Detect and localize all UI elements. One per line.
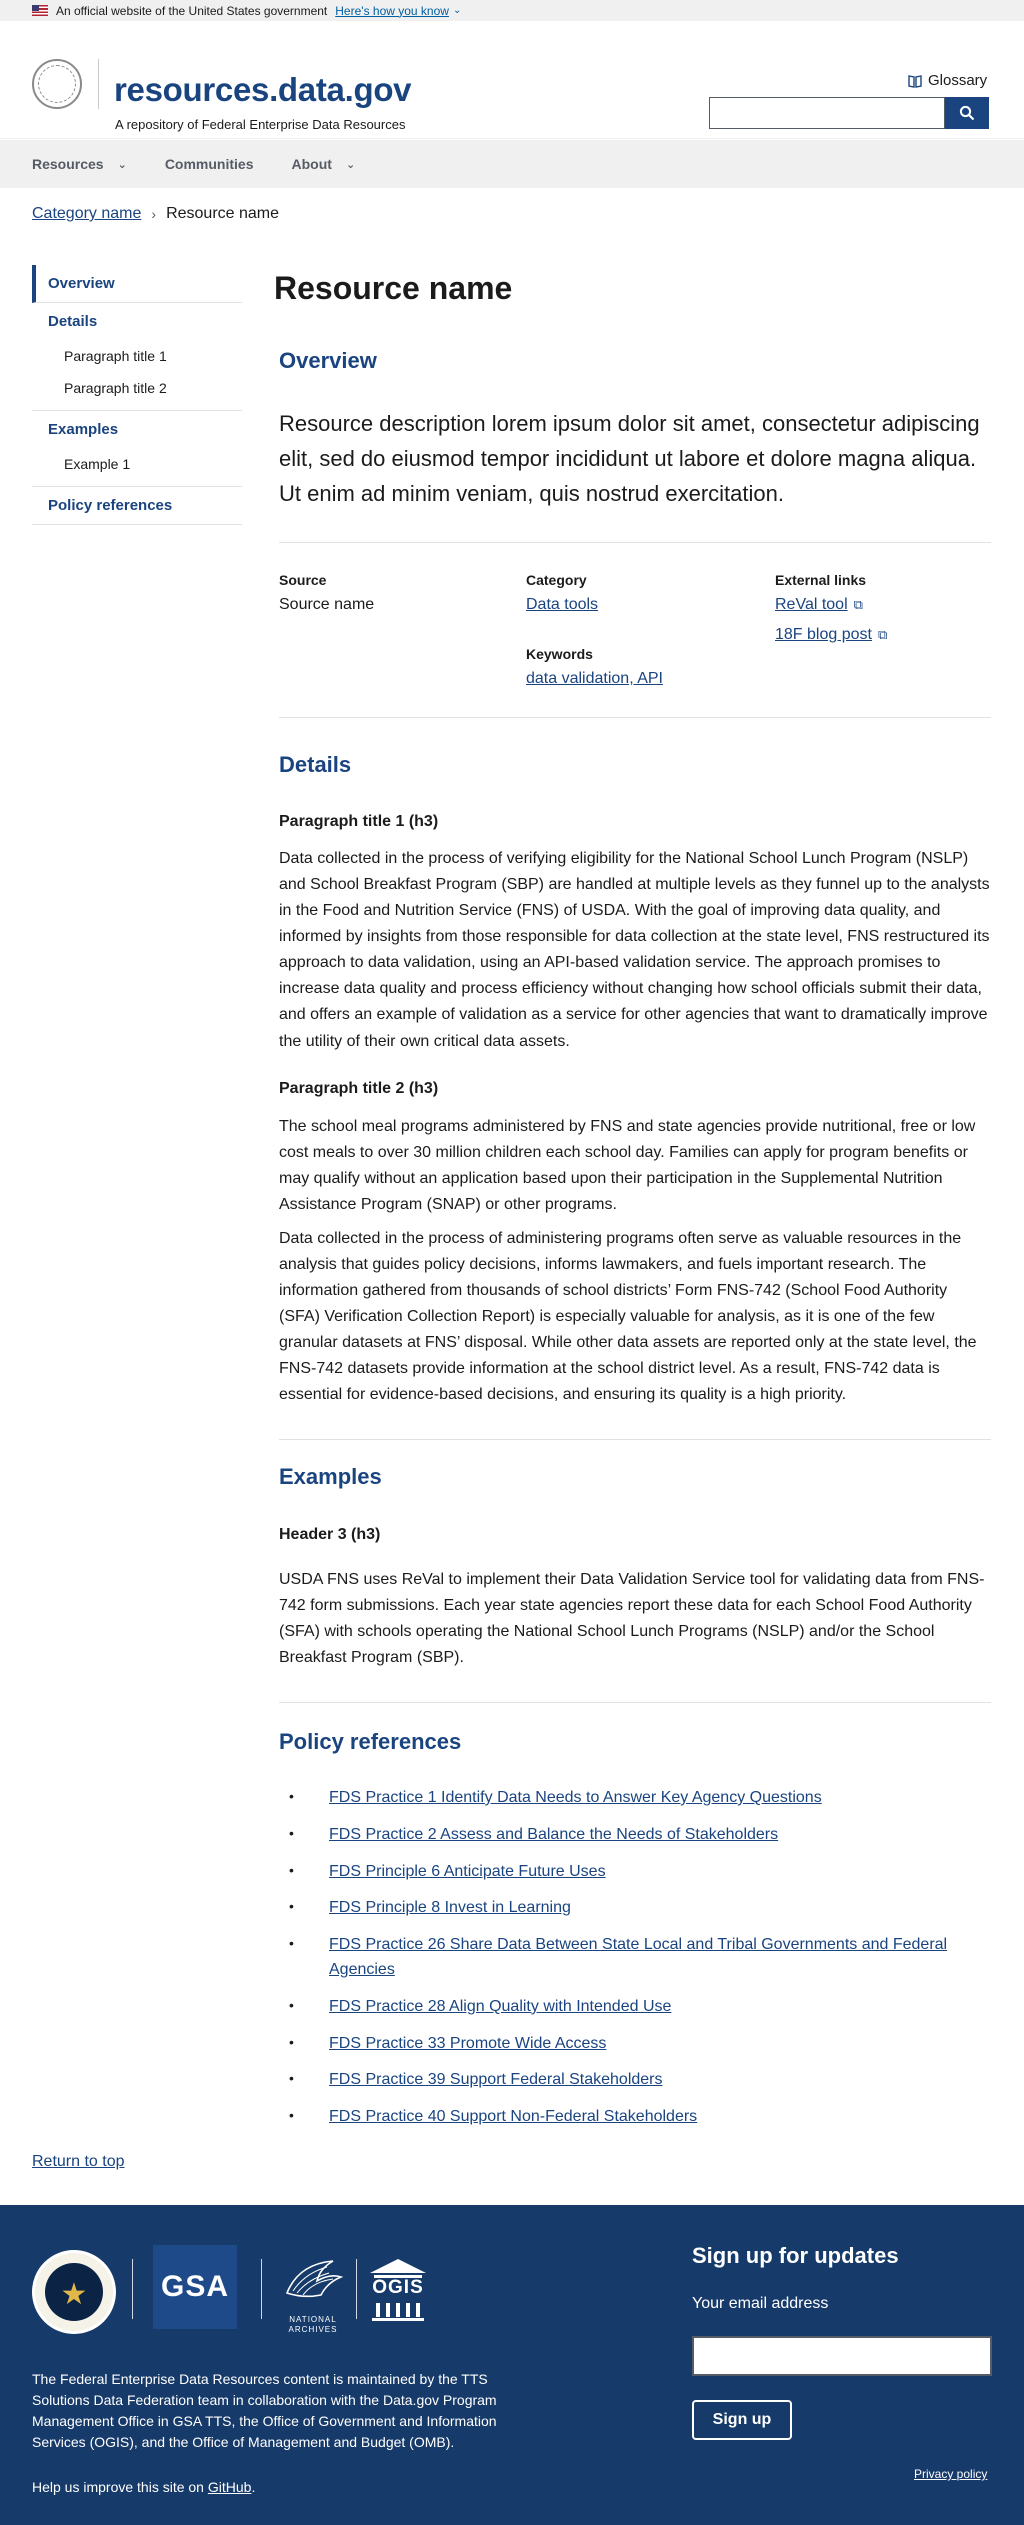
list-item	[279, 2068, 991, 2093]
list-item	[279, 1995, 991, 2020]
nav-label: Resources	[32, 156, 104, 172]
help-prefix: Help us improve this site on	[32, 2479, 208, 2495]
breadcrumb-current: Resource name	[166, 205, 280, 222]
sidenav-examples[interactable]: Examples	[48, 421, 119, 438]
site-title[interactable]: resources.data.gov	[114, 71, 412, 108]
github-link[interactable]: GitHub	[207, 2479, 252, 2495]
list-item	[279, 1933, 991, 1983]
list-item	[279, 1860, 991, 1885]
breadcrumb	[32, 205, 279, 223]
main-nav	[0, 140, 1024, 188]
footer-description: The Federal Enterprise Data Resources content is maintained by the TTS Solutions Data Federation team in collaboration with the Data.gov Program Management Office in GSA TTS, the Office of Government and Information Services (OGIS), and the Office of Management and Budget (OMB).	[32, 2371, 497, 2450]
search-icon	[959, 105, 975, 121]
nav-label: About	[291, 156, 332, 172]
policy-link[interactable]: FDS Practice 28 Align Quality with Intended Use	[329, 1997, 672, 2015]
policy-list	[279, 1786, 991, 2142]
reval-tool-link[interactable]: ReVal tool	[775, 596, 848, 613]
policy-heading: Policy references	[279, 1729, 462, 1754]
help-suffix: .	[251, 2479, 256, 2495]
sidenav-policy[interactable]: Policy references	[32, 487, 242, 525]
footer-divider	[261, 2259, 262, 2319]
book-icon	[908, 74, 922, 88]
nav-item-resources[interactable]	[32, 156, 127, 172]
external-link-icon[interactable]: ⧉	[853, 597, 863, 612]
sidenav-paragraph-2[interactable]: Paragraph title 2	[64, 380, 167, 396]
category-label: Category	[526, 572, 587, 588]
nav-item-about[interactable]	[292, 156, 356, 172]
national-archives-text: NATIONAL ARCHIVES	[288, 2315, 338, 2334]
signup-button[interactable]: Sign up	[692, 2400, 792, 2440]
site-seal-icon	[32, 59, 82, 109]
presidential-seal-icon	[32, 2250, 116, 2334]
source-value: Source name	[279, 596, 375, 613]
search-button[interactable]	[945, 97, 989, 129]
category-link[interactable]: Data tools	[526, 596, 599, 613]
chevron-right-icon: ›	[151, 206, 157, 222]
return-to-top-link[interactable]: Return to top	[32, 2153, 125, 2170]
gov-banner	[0, 0, 1024, 21]
search-form	[709, 97, 989, 129]
divider	[279, 717, 991, 718]
list-item	[279, 1896, 991, 1921]
footer-divider	[356, 2259, 357, 2319]
list-item	[279, 2032, 991, 2057]
sidenav-details[interactable]: Details	[48, 313, 98, 330]
sidenav-example-1[interactable]: Example 1	[64, 456, 131, 472]
overview-heading: Overview	[279, 348, 377, 373]
examples-heading: Examples	[279, 1464, 382, 1489]
search-input[interactable]	[709, 97, 945, 129]
email-input[interactable]	[692, 2336, 992, 2376]
policy-link[interactable]: FDS Practice 33 Promote Wide Access	[329, 2034, 607, 2052]
blog-post-link[interactable]: 18F blog post	[775, 626, 872, 643]
sidenav-examples-group	[32, 411, 242, 487]
divider	[279, 542, 991, 543]
keywords-label: Keywords	[526, 646, 593, 662]
source-label: Source	[279, 572, 327, 588]
blog-link-row	[775, 626, 887, 644]
footer-help	[32, 2479, 255, 2495]
list-item	[279, 2105, 991, 2130]
header-divider	[98, 59, 99, 109]
signup-title: Sign up for updates	[692, 2243, 899, 2268]
site-subtitle: A repository of Federal Enterprise Data Resources	[115, 117, 406, 132]
sidenav-paragraph-1[interactable]: Paragraph title 1	[64, 348, 167, 364]
ogis-label: OGIS	[372, 2277, 424, 2298]
reval-link-row	[775, 596, 863, 614]
divider	[279, 1702, 991, 1703]
paragraph-2-text-a: The school meal programs administered by FNS and state agencies provide nutritional, free or low cost meals to over 30 million children each school day. Families can apply for program benefits or may qualify without an application based upon their participation in the Supplemental Nutrition Assistance Program (SNAP) or other programs.	[279, 1118, 976, 1214]
details-heading: Details	[279, 752, 352, 777]
sidenav-overview[interactable]: Overview	[32, 265, 242, 303]
policy-link[interactable]: FDS Practice 2 Assess and Balance the Needs of Stakeholders	[329, 1825, 779, 1843]
list-item	[279, 1786, 991, 1811]
paragraph-1-title: Paragraph title 1 (h3)	[279, 813, 439, 830]
example-text: USDA FNS uses ReVal to implement their Data Validation Service tool for validating data from FNS-742 form submissions. Each year state agencies report these data for each School Food Authority (SFA) with schools operating the National School Lunch Programs (NSLP) and/or the School Breakfast Program (SBP).	[279, 1571, 985, 1667]
chevron-down-icon: ⌄	[345, 158, 356, 171]
keywords-link[interactable]: data validation, API	[526, 670, 663, 687]
policy-link[interactable]: FDS Principle 6 Anticipate Future Uses	[329, 1862, 606, 1880]
site-header	[0, 21, 1024, 139]
policy-link[interactable]: FDS Practice 39 Support Federal Stakeholders	[329, 2071, 663, 2089]
policy-link[interactable]: FDS Practice 1 Identify Data Needs to Answer Key Agency Questions	[329, 1789, 822, 1806]
external-links-label: External links	[775, 572, 867, 588]
example-title: Header 3 (h3)	[279, 1526, 381, 1543]
policy-link[interactable]: FDS Practice 26 Share Data Between State Local and Tribal Governments and Federal Agencies	[329, 1936, 948, 1978]
page-title: Resource name	[274, 270, 513, 306]
nav-label: Communities	[164, 156, 254, 172]
overview-lead: Resource description lorem ipsum dolor sit amet, consectetur adipiscing elit, sed do eiusmod tempor incididunt ut labore et dolore magna aliqua. Ut enim ad minim veniam, quis nostrud exercitation.	[279, 411, 980, 507]
sidenav-details-group	[32, 303, 242, 411]
footer-divider	[132, 2259, 133, 2319]
side-nav	[32, 265, 242, 525]
nav-item-communities[interactable]	[165, 156, 254, 172]
policy-link[interactable]: FDS Practice 40 Support Non-Federal Stakeholders	[329, 2108, 698, 2126]
paragraph-1-text: Data collected in the process of verifying eligibility for the National School Lunch Program (NSLP) and School Breakfast Program (SBP) are handled at multiple levels as they funnel up to the analysts in the Food and Nutrition Service (FNS) of USDA. With the goal of improving data quality, and informed by insights from those responsible for data collection at the state level, FNS restructured its approach to data validation, using an API-based validation service. The approach promises to increase data quality and process efficiency without changing how school officials submit their data, and offers an example of validation as a service for other agencies that want to dramatically improve the utility of their own critical data assets.	[279, 850, 990, 1050]
chevron-down-icon: ⌄	[117, 158, 127, 171]
paragraph-2-title: Paragraph title 2 (h3)	[279, 1080, 439, 1097]
gsa-logo[interactable]: GSA	[153, 2245, 237, 2329]
email-label: Your email address	[692, 2295, 829, 2312]
glossary-label: Glossary	[928, 72, 988, 89]
chevron-down-icon[interactable]: ⌄	[452, 5, 462, 16]
national-archives-eagle-icon[interactable]	[281, 2253, 345, 2315]
paragraph-2-text-b: Data collected in the process of administering programs often serve as valuable resources in the analysis that guides policy decisions, informs lawmakers, and fuels important research. The information gathered from thousands of school districts’ Form FNS-742 (School Food Authority (SFA) Verification Collection Report) is especially valuable for analysis, as it is one of the few granular datasets at FNS’ disposal. While other data assets are reported only at the state level, the FNS-742 datasets provide information at the school district level. As a result, FNS-742 data is essential for evidence-based decisions, and ensuring its quality is a high priority.	[279, 1230, 977, 1404]
privacy-policy-link[interactable]: Privacy policy	[914, 2467, 988, 2481]
divider	[279, 1439, 991, 1440]
how-you-know-link[interactable]: Here's how you know	[335, 3, 449, 18]
breadcrumb-category-link[interactable]: Category name	[32, 205, 142, 222]
policy-link[interactable]: FDS Principle 8 Invest in Learning	[329, 1899, 571, 1917]
list-item	[279, 1823, 991, 1848]
site-footer	[0, 2205, 1024, 2525]
external-link-icon[interactable]: ⧉	[877, 627, 888, 642]
us-flag-icon	[32, 5, 48, 16]
glossary-button[interactable]	[908, 72, 987, 89]
banner-text: An official website of the United States government	[56, 3, 328, 18]
